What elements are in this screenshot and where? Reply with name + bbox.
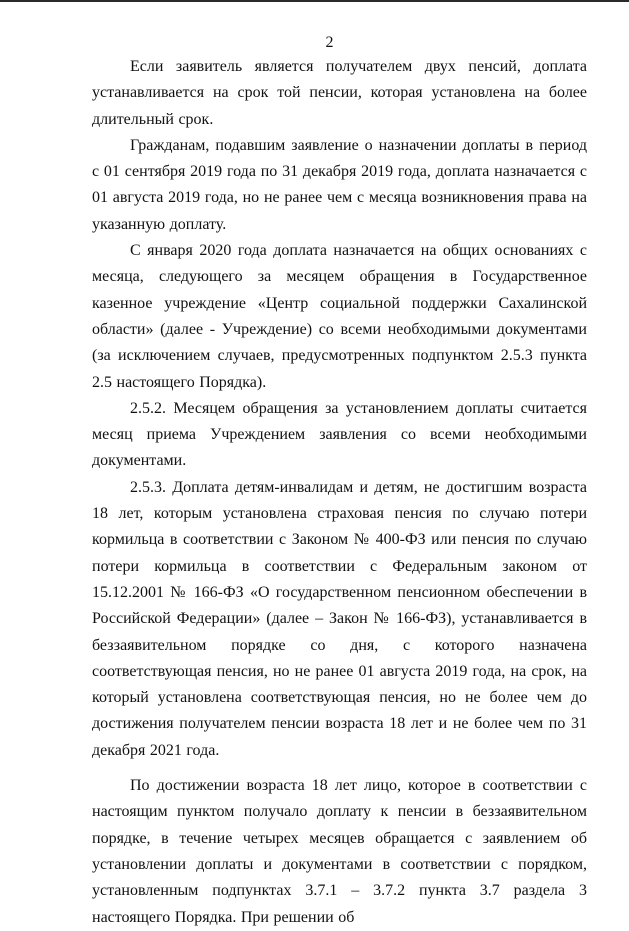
paragraph-age-18: По достижении возраста 18 лет лицо, которое в соответствии с настоящим пунктом получало доплату к пенсии в беззаявительном порядке, в течение четырех месяцев обращается с заявлением об установлении доплаты и документами в соответствии с порядком, установленным подпунктах 3.7.1 – 3.7.2 пункта 3.7 раздела 3 настоящего Порядка. При решении об <box>92 777 587 926</box>
paragraph-2-5-2: 2.5.2. Месяцем обращения за установлением доплаты считается месяц приема Учреждением заявления со всеми необходимыми документами. <box>92 399 587 470</box>
paragraph-from-january-2020: С января 2020 года доплата назначается на общих основаниях с месяца, следующего за месяцем обращения в Государственное казенное учреждение «Центр социальной поддержки Сахалинской области» (далее - Учреждение) со всеми необходимыми документами (за исключением случаев, предусмотренных подпунктом 2.5.3 пункта 2.5 настоящего Порядка). <box>92 242 587 391</box>
top-border-rule <box>0 0 629 2</box>
paragraph-two-pensions: Если заявитель является получателем двух пенсий, доплата устанавливается на срок той пенсии, которая установлена на более длительный срок. <box>92 58 587 128</box>
paragraph-2019-applications: Гражданам, подавшим заявление о назначении доплаты в период с 01 сентября 2019 года по 31 декабря 2019 года, доплата назначается с 01 августа 2019 года, но не ранее чем с месяца возникновения права на указанную доплату. <box>92 136 587 233</box>
paragraph-2-5-3: 2.5.3. Доплата детям-инвалидам и детям, не достигшим возраста 18 лет, которым установлена страховая пенсия по случаю потери кормильца в соответствии с Законом № 400-ФЗ или пенсия по случаю потери кормильца в соответствии с Федеральным законом от 15.12.2001 № 166-ФЗ «О государственном пенсионном обеспечении в Российской Федерации» (далее – Закон № 166-ФЗ), устанавливается в беззаявительном порядке со дня, с которого назначена соответствующая пенсия, но не ранее 01 августа 2019 года, на срок, на который установлена соответствующая пенсия, но не более чем до достижения получателем пенсии возраста 18 лет и не более чем по 31 декабря 2021 года. <box>92 478 587 759</box>
page-number: 2 <box>325 34 334 51</box>
document-body <box>92 54 587 931</box>
